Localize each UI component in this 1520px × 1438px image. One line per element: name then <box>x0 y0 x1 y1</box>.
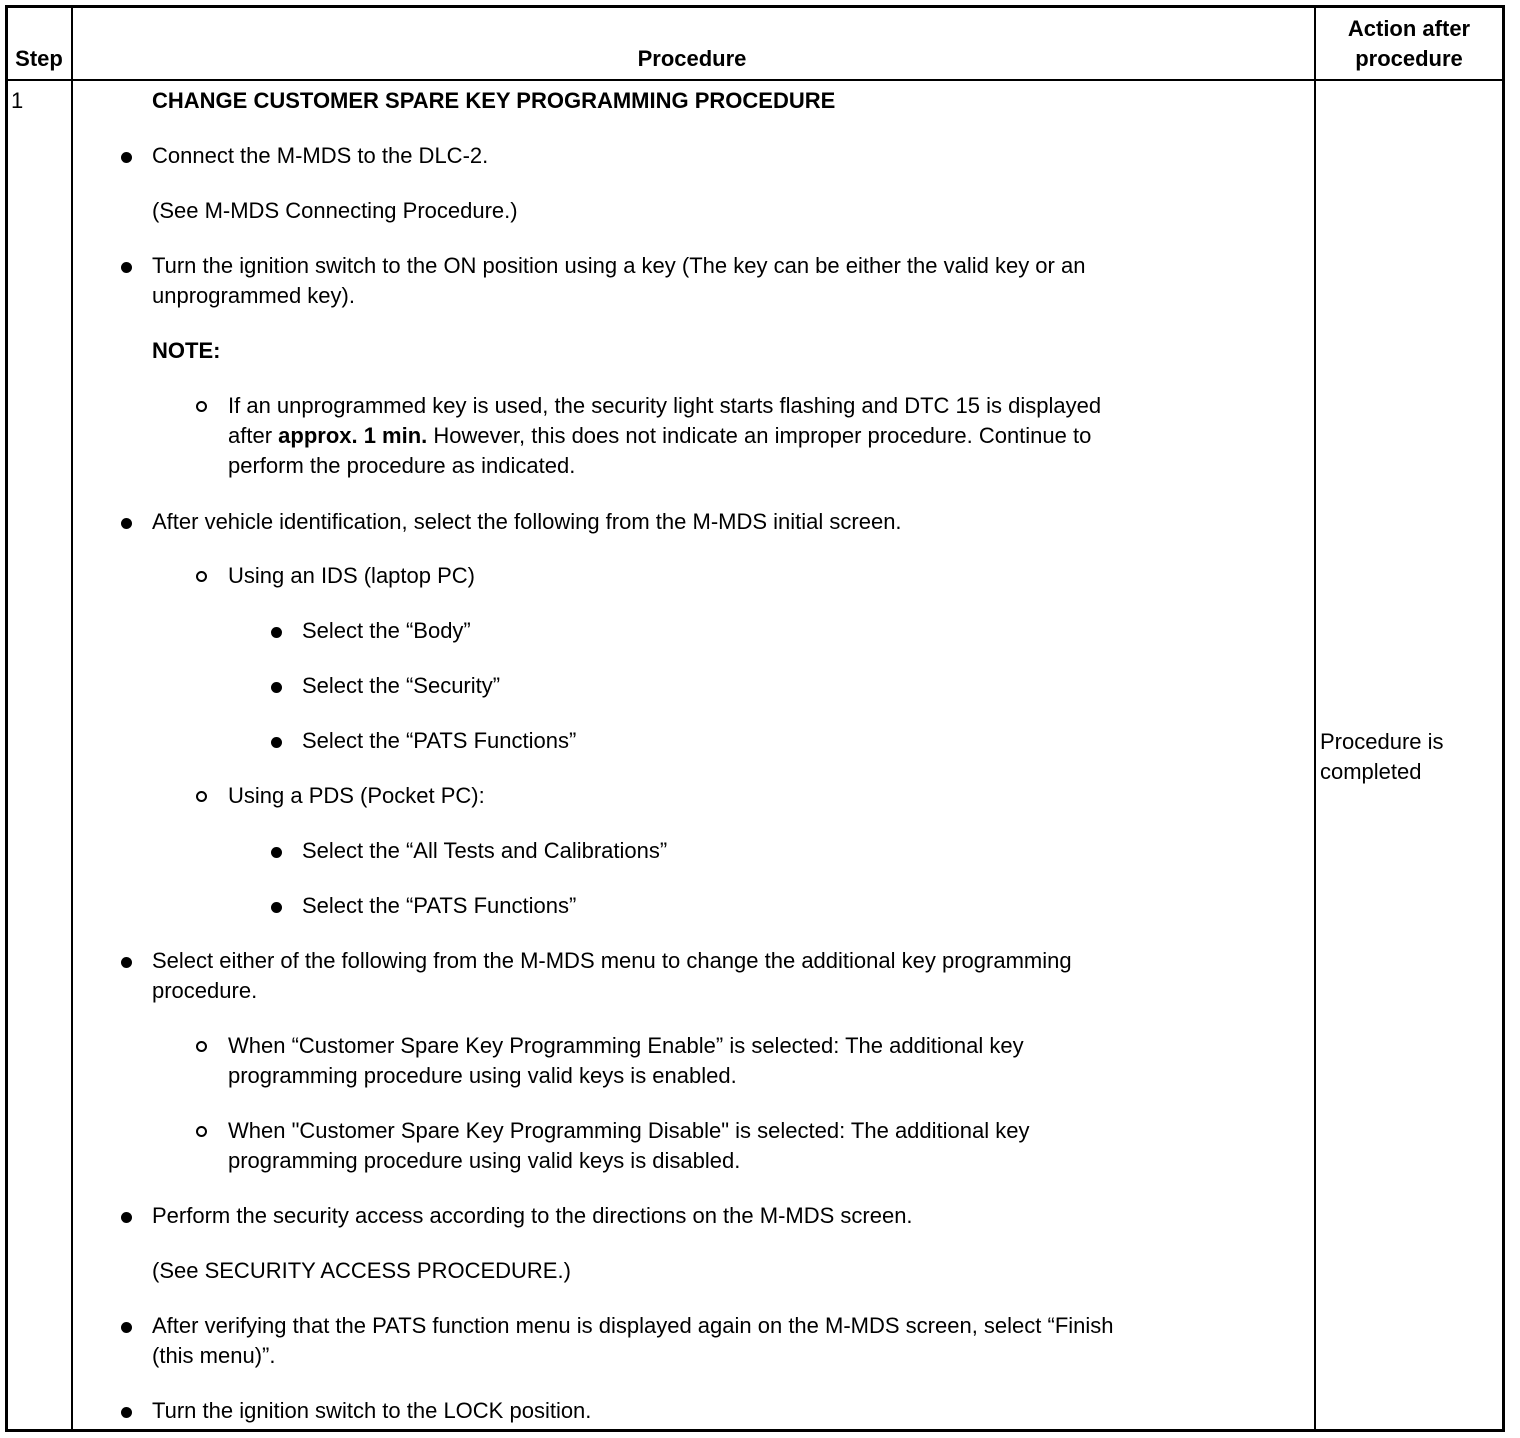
note-label: NOTE: <box>152 338 221 363</box>
sub-bullet-ring <box>196 401 207 412</box>
item-select-security: Select the “Security” <box>302 673 501 698</box>
bullet-dot <box>121 957 132 968</box>
sub-bullet-ring <box>196 1041 207 1052</box>
note-line1: If an unprogrammed key is used, the security light starts flashing and DTC 15 is displayed <box>228 393 1102 418</box>
option-enable-line2: programming procedure using valid keys is enabled. <box>228 1063 737 1088</box>
header-action-line2: procedure <box>1355 46 1463 71</box>
note-line2 <box>228 421 1091 451</box>
reference-connecting-procedure: (See M-MDS Connecting Procedure.) <box>152 198 518 223</box>
procedure-title: CHANGE CUSTOMER SPARE KEY PROGRAMMING PROCEDURE <box>152 88 836 113</box>
reference-security-access-procedure: (See SECURITY ACCESS PROCEDURE.) <box>152 1258 571 1283</box>
bullet-dot <box>121 1322 132 1333</box>
step-after-verifying-line2: (this menu)”. <box>152 1343 276 1368</box>
bullet-dot <box>271 627 282 638</box>
item-select-body: Select the “Body” <box>302 618 471 643</box>
note-line3: perform the procedure as indicated. <box>228 453 576 478</box>
step-turn-lock: Turn the ignition switch to the LOCK position. <box>152 1398 592 1423</box>
step-turn-on-line1: Turn the ignition switch to the ON position using a key (The key can be either the valid key or an <box>152 253 1086 278</box>
item-select-all-tests: Select the “All Tests and Calibrations” <box>302 838 668 863</box>
bullet-dot <box>271 847 282 858</box>
item-select-pats-ids: Select the “PATS Functions” <box>302 728 577 753</box>
sub-bullet-ring <box>196 571 207 582</box>
step-select-either-line2: procedure. <box>152 978 258 1003</box>
bullet-dot <box>121 518 132 529</box>
bullet-dot <box>271 902 282 913</box>
sub-bullet-ring <box>196 1126 207 1137</box>
option-disable-line1: When "Customer Spare Key Programming Disable" is selected: The additional key <box>228 1118 1030 1143</box>
note-line2-bold: approx. 1 min. <box>278 423 428 448</box>
option-disable-line2: programming procedure using valid keys is disabled. <box>228 1148 741 1173</box>
bullet-dot <box>271 737 282 748</box>
column-divider-action <box>1314 8 1316 1429</box>
column-divider-step <box>71 8 73 1429</box>
bullet-dot <box>121 1407 132 1418</box>
option-enable-line1: When “Customer Spare Key Programming Enable” is selected: The additional key <box>228 1033 1024 1058</box>
note-line2-end: However, this does not indicate an improper procedure. Continue to <box>427 423 1092 448</box>
header-procedure: Procedure <box>637 46 747 71</box>
option-using-ids: Using an IDS (laptop PC) <box>228 563 475 588</box>
header-action <box>1313 14 1505 74</box>
bullet-dot <box>121 152 132 163</box>
header-step: Step <box>15 46 63 71</box>
step-after-verifying-line1: After verifying that the PATS function menu is displayed again on the M-MDS screen, select “Finish <box>152 1313 1114 1338</box>
option-using-pds: Using a PDS (Pocket PC): <box>228 783 485 808</box>
note-line2-start: after <box>228 423 279 448</box>
action-result-line1: Procedure is <box>1320 729 1444 754</box>
step-turn-on-line2: unprogrammed key). <box>152 283 355 308</box>
step-perform-security-access: Perform the security access according to the directions on the M-MDS screen. <box>152 1203 913 1228</box>
header-divider <box>8 79 1502 81</box>
step-select-either-line1: Select either of the following from the M-MDS menu to change the additional key programming <box>152 948 1072 973</box>
bullet-dot <box>121 1212 132 1223</box>
header-action-line1: Action after <box>1347 16 1471 41</box>
bullet-dot <box>271 682 282 693</box>
sub-bullet-ring <box>196 791 207 802</box>
item-select-pats-pds: Select the “PATS Functions” <box>302 893 577 918</box>
step-connect: Connect the M-MDS to the DLC-2. <box>152 143 489 168</box>
bullet-dot <box>121 262 132 273</box>
step-number: 1 <box>11 88 24 113</box>
action-result-line2: completed <box>1320 759 1422 784</box>
step-after-vehicle-identification: After vehicle identification, select the following from the M-MDS initial screen. <box>152 509 902 534</box>
